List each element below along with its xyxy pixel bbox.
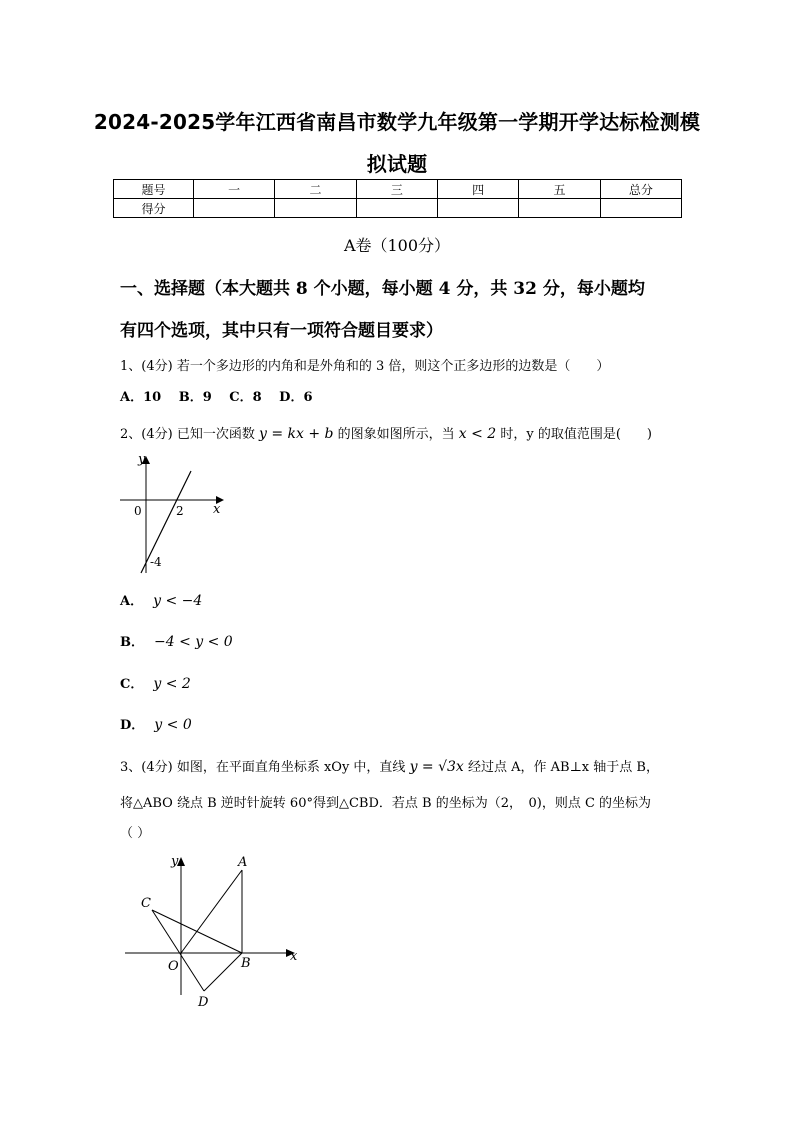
part-heading-line-2: 有四个选项，其中只有一项符合题目要求） [120, 321, 443, 341]
question-3-line-1: 3、(4分) 如图，在平面直角坐标系 xOy 中，直线 y = √3x 经过点 A，作 AB⊥x 轴于点 B， [120, 759, 659, 775]
part-heading-line-1: 一、选择题（本大题共 8 个小题，每小题 4 分，共 32 分，每小题均 [120, 279, 645, 299]
score-table-score-row [114, 199, 682, 218]
point-B-label: B [241, 956, 251, 971]
question-2-option-b[interactable]: B． −4 < y < 0 [120, 634, 233, 650]
question-2-condition: x < 2 [458, 426, 497, 442]
question-2-text [120, 423, 652, 442]
y-intercept-label: -4 [150, 555, 162, 569]
x-axis-label: x [290, 949, 298, 964]
score-cell[interactable] [356, 199, 437, 218]
point-A-label: A [238, 855, 248, 870]
question-2-option-d[interactable]: D． y < 0 [120, 717, 192, 733]
score-cell[interactable] [600, 199, 681, 218]
point-D-label: D [198, 995, 209, 1010]
question-2-suffix: 时，y 的取值范围是( ) [500, 427, 652, 442]
score-header-cell: 总分 [600, 180, 681, 199]
question-3-figure [120, 850, 310, 1015]
score-table-header-row [114, 180, 682, 199]
score-header-cell: 三 [356, 180, 437, 199]
origin-label: O [168, 959, 179, 974]
score-header-cell: 一 [194, 180, 275, 199]
question-2-option-c[interactable]: C． y < 2 [120, 676, 191, 692]
score-row-label: 得分 [114, 199, 194, 218]
score-cell[interactable] [519, 199, 600, 218]
segment-OA [181, 870, 242, 953]
score-cell[interactable] [275, 199, 356, 218]
y-axis-label: y [138, 452, 146, 467]
origin-label: 0 [134, 504, 142, 518]
question-3-line-3: （ ） [120, 826, 151, 841]
question-3-line-2: 将△ABO 绕点 B 逆时针旋转 60°得到△CBD．若点 B 的坐标为（2， 0)，则点 C 的坐标为 [120, 796, 652, 811]
score-cell[interactable] [437, 199, 518, 218]
score-header-cell: 四 [437, 180, 518, 199]
score-header-cell: 五 [519, 180, 600, 199]
question-3-formula: y = √3x [409, 759, 464, 775]
score-header-cell: 二 [275, 180, 356, 199]
x-axis-label: x [213, 502, 221, 517]
question-1-text: 1、(4分) 若一个多边形的内角和是外角和的 3 倍，则这个正多边形的边数是（ ） [120, 359, 610, 374]
question-2-graph [110, 448, 240, 578]
question-2-prefix: 2、(4分) 已知一次函数 [120, 427, 255, 442]
question-2-middle: 的图象如图所示，当 [337, 427, 455, 442]
function-line [141, 471, 191, 573]
point-C-label: C [141, 896, 151, 911]
segment-DB [204, 953, 242, 991]
exam-title-line-1: 2024-2025学年江西省南昌市数学九年级第一学期开学达标检测模 [93, 110, 701, 134]
question-2-option-a[interactable]: A． y < −4 [120, 593, 203, 609]
x-intercept-label: 2 [176, 504, 184, 518]
exam-title-line-2: 拟试题 [366, 152, 428, 176]
y-axis-label: y [171, 854, 179, 869]
section-heading: A卷（100分） [343, 236, 451, 255]
score-table [113, 179, 682, 218]
score-header-cell: 题号 [114, 180, 194, 199]
question-2-formula: y = kx + b [258, 426, 334, 442]
question-1-options: A．10 B．9 C．8 D．6 [120, 390, 313, 405]
score-cell[interactable] [194, 199, 275, 218]
